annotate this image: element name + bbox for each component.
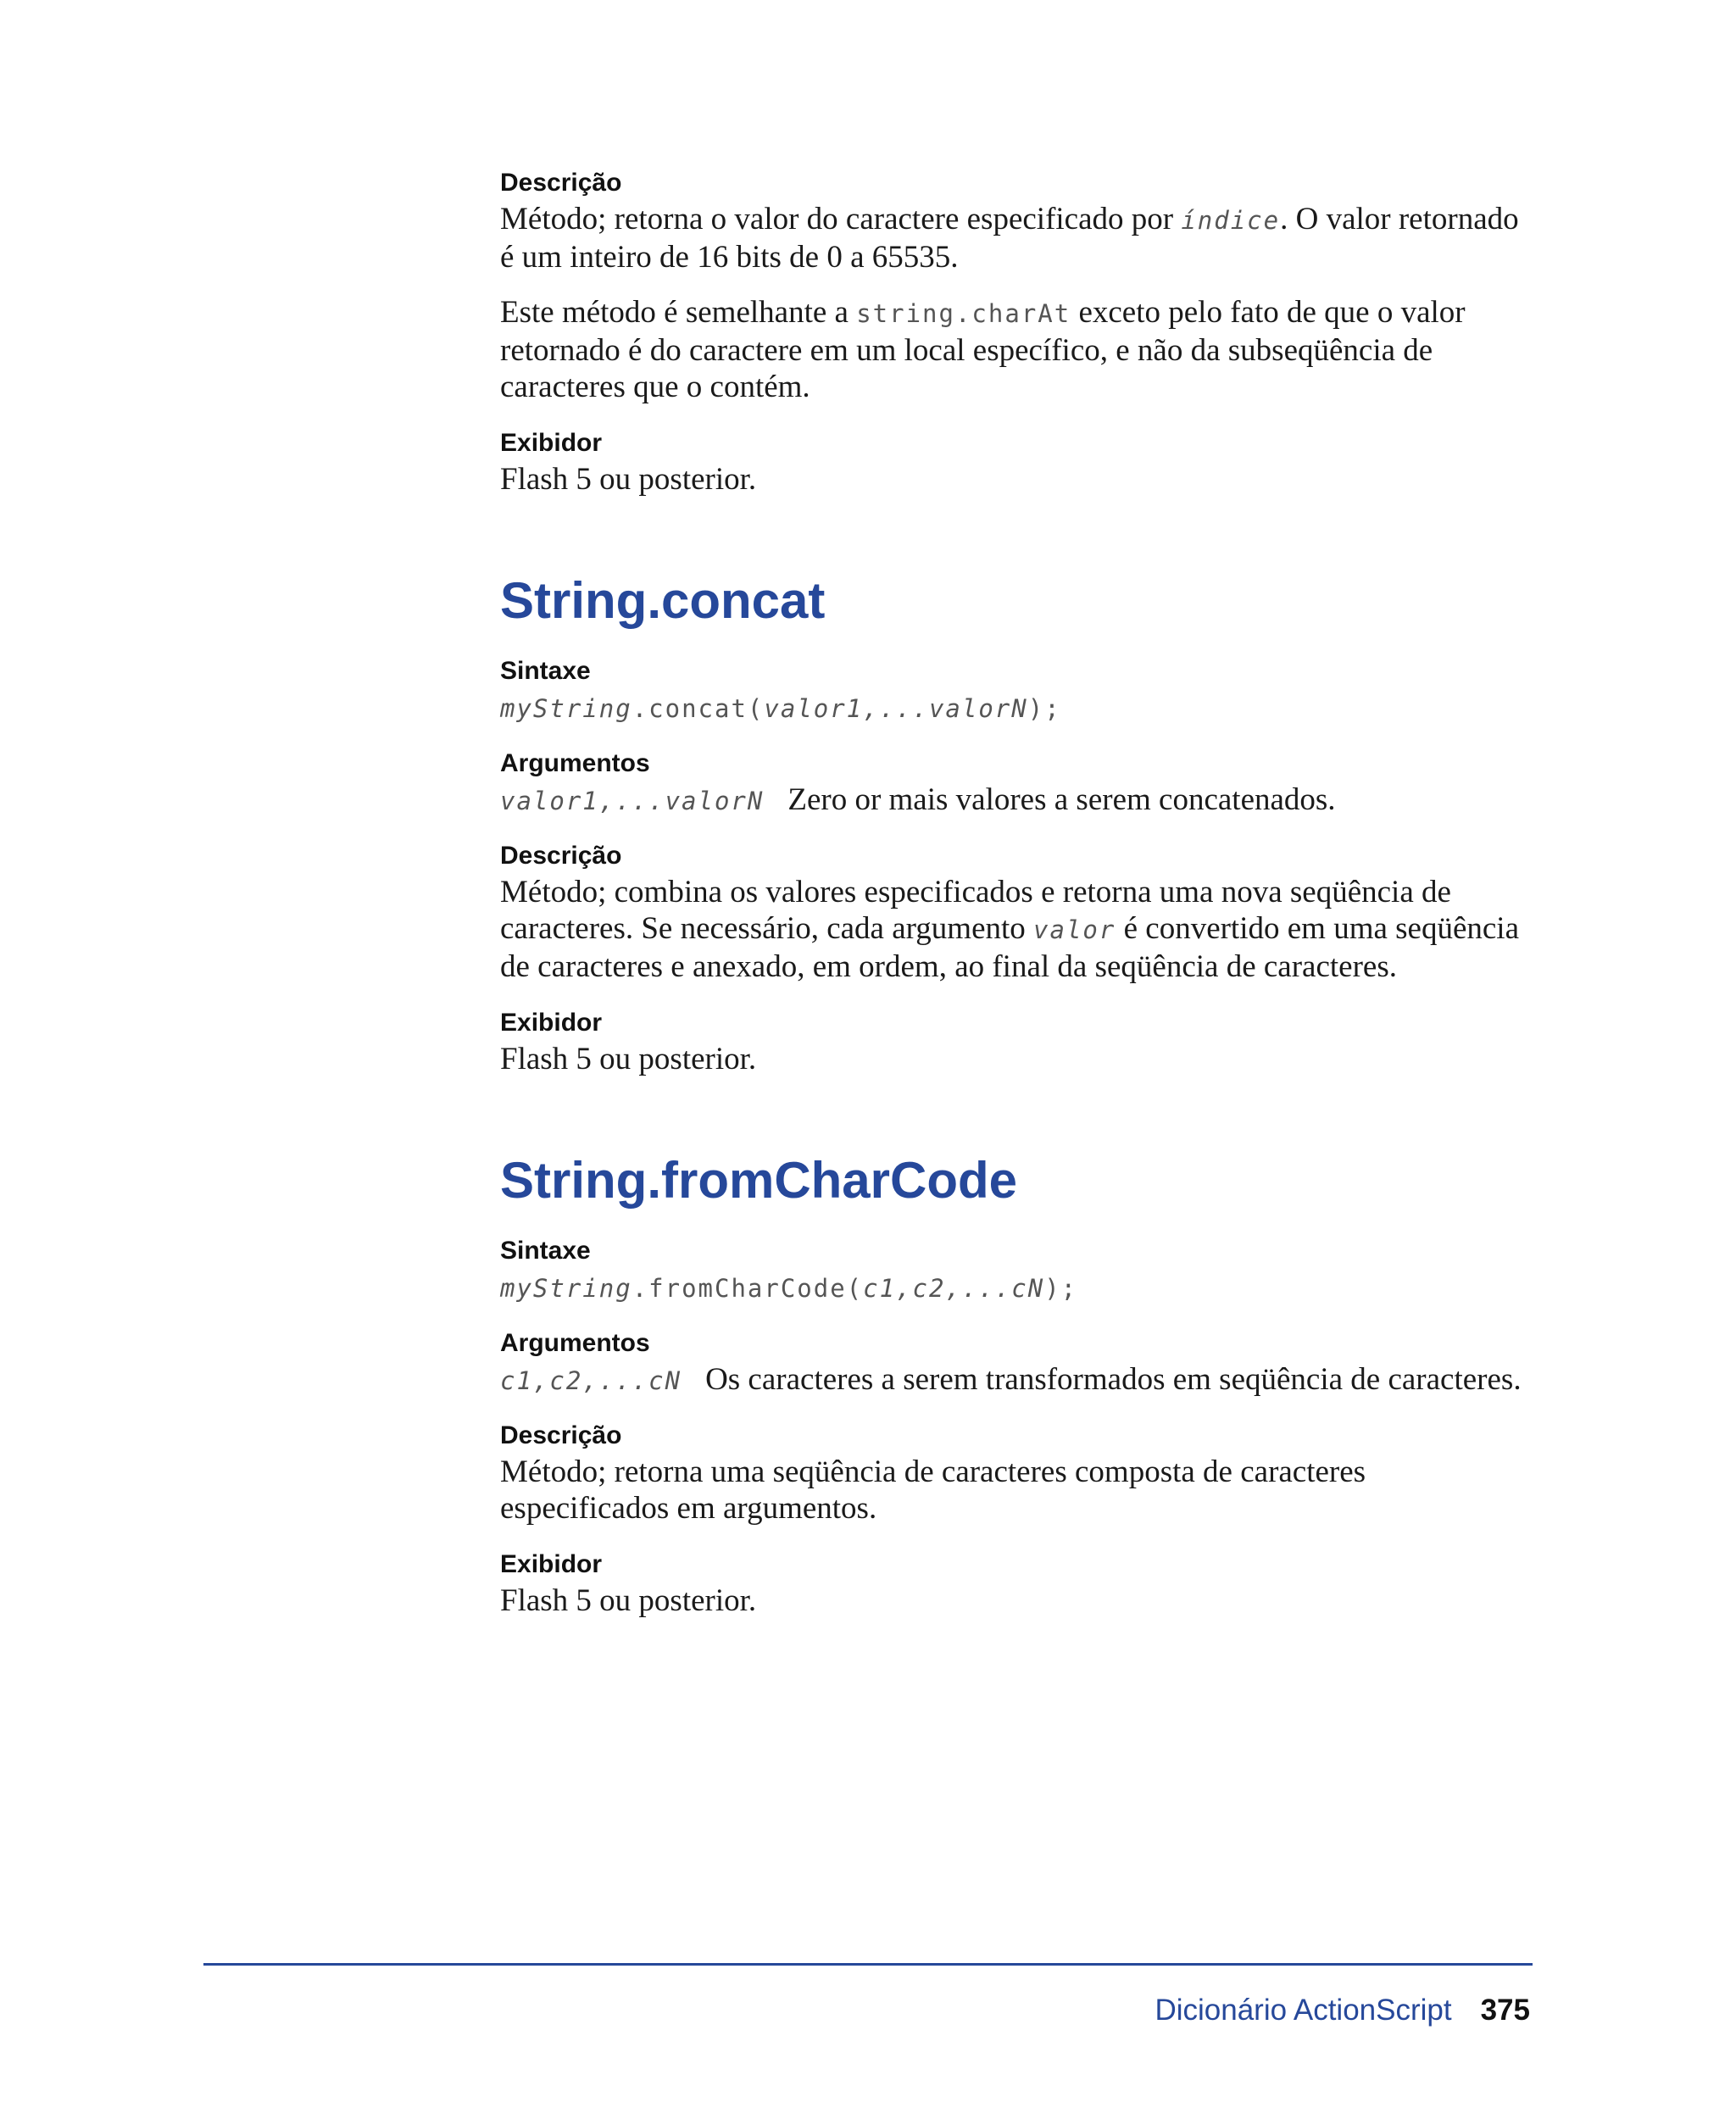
page-content <box>500 165 1534 1619</box>
syntax-label: Sintaxe <box>500 657 591 685</box>
description-label: Descrição <box>500 842 622 870</box>
player-text: Flash 5 ou posterior. <box>500 462 757 497</box>
description-paragraph: Método; retorna uma seqüência de caracteres composta de caracteres especificados em argumentos. <box>500 1454 1366 1526</box>
entry-title-string-fromcharcode: String.fromCharCode <box>500 1152 1018 1209</box>
description-label: Descrição <box>500 1421 622 1449</box>
description-label: Descrição <box>500 169 622 197</box>
footer-rule <box>203 1963 1533 1966</box>
player-label: Exibidor <box>500 429 603 457</box>
arguments-label: Argumentos <box>500 749 650 777</box>
argument-name: valor1,...valorN <box>500 787 765 815</box>
book-title: Dicionário ActionScript <box>1155 1994 1452 2027</box>
syntax-code: myString.concat(valor1,...valorN); <box>500 694 1061 723</box>
page-number: 375 <box>1480 1994 1530 2027</box>
entry-title-string-concat: String.concat <box>500 572 826 629</box>
argument-name: c1,c2,...cN <box>500 1366 682 1395</box>
argument-description: Os caracteres a serem transformados em seqüência de caracteres. <box>705 1362 1522 1397</box>
syntax-code: myString.fromCharCode(c1,c2,...cN); <box>500 1274 1078 1303</box>
player-text: Flash 5 ou posterior. <box>500 1042 757 1076</box>
arguments-label: Argumentos <box>500 1329 650 1357</box>
argument-row <box>500 1361 1534 1399</box>
description-paragraph: Método; combina os valores especificados e retorna uma nova seqüência de caracteres. Se necessário, cada argumento valor é convertido em uma seqüência de caracteres e anexado, em ordem, ao final da seqüência de caracteres. <box>500 875 1520 984</box>
code-string-charat: string.charAt <box>856 299 1071 328</box>
description-paragraph: Método; retorna o valor do caractere especificado por índice. O valor retornado é um inteiro de 16 bits de 0 a 65535. <box>500 202 1519 275</box>
code-indice: índice <box>1181 206 1281 235</box>
page-footer <box>1155 1994 1530 2027</box>
argument-description: Zero or mais valores a serem concatenados. <box>787 782 1336 817</box>
syntax-label: Sintaxe <box>500 1237 591 1265</box>
player-label: Exibidor <box>500 1550 603 1578</box>
player-label: Exibidor <box>500 1009 603 1037</box>
code-valor: valor <box>1033 915 1116 944</box>
player-text: Flash 5 ou posterior. <box>500 1583 757 1618</box>
argument-row <box>500 781 1534 820</box>
description-paragraph-2: Este método é semelhante a string.charAt exceto pelo fato de que o valor retornado é do caractere em um local específico, e não da subseqüência de caracteres que o contém. <box>500 295 1466 404</box>
